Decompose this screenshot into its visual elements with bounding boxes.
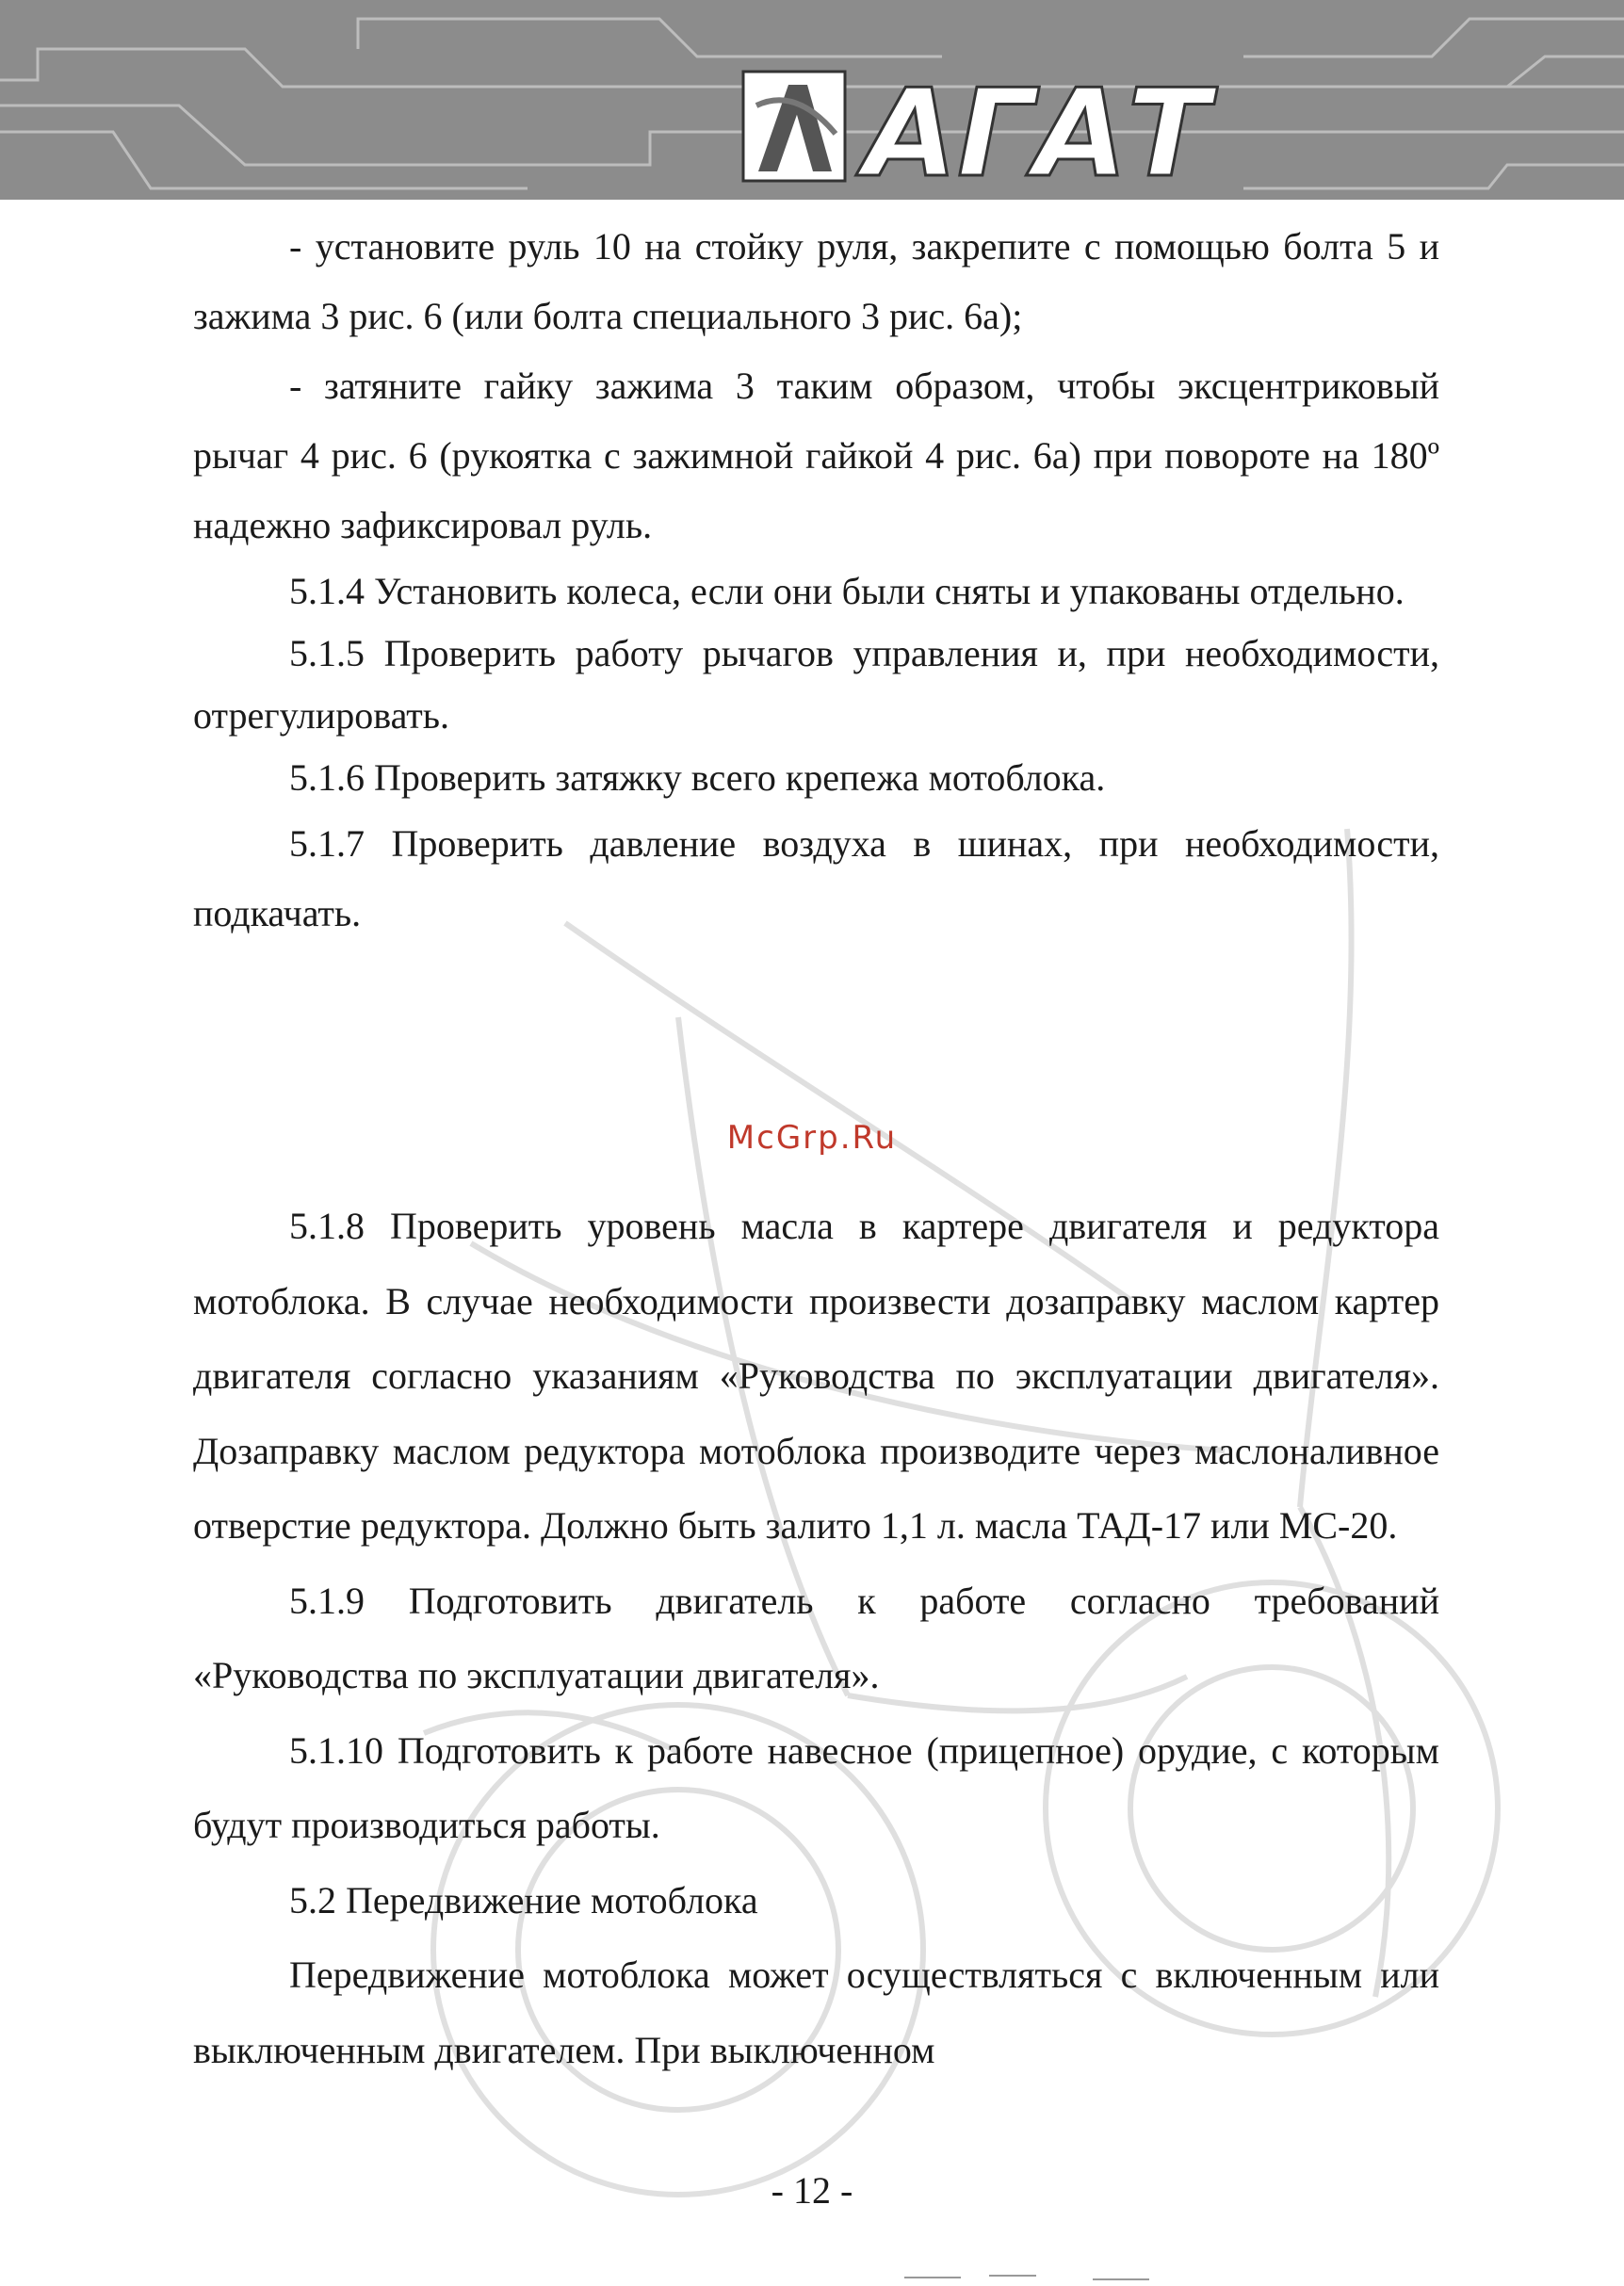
brand-name: АГАТ — [864, 64, 1210, 204]
paragraph-5-1-7: 5.1.7 Проверить давление воздуха в шинах, при необходимости, подкачать. — [193, 822, 1439, 934]
page-number: - 12 - — [771, 2169, 853, 2212]
paragraph-5-1-4: 5.1.4 Установить колеса, если они были сняты и упакованы отдельно. — [289, 570, 1405, 612]
document-body-bottom — [193, 1189, 1439, 2087]
footer-scan-artifact — [904, 2268, 1149, 2286]
paragraph-5-1-5: 5.1.5 Проверить работу рычагов управления и, при необходимости, отрегулировать. — [193, 632, 1439, 737]
document-body-top — [193, 212, 1439, 948]
section-heading-5-2: 5.2 Передвижение мотоблока — [289, 1878, 758, 1921]
paragraph-5-1-6: 5.1.6 Проверить затяжку всего крепежа мотоблока. — [289, 756, 1106, 799]
paragraph-clamp-nut: - затяните гайку зажима 3 таким образом, чтобы эксцентриковый рычаг 4 рис. 6 (рукоятка с зажимной гайкой 4 рис. 6а) при повороте на 180º надежно зафиксировал руль. — [193, 365, 1439, 546]
paragraph-5-1-10: 5.1.10 Подготовить к работе навесное (прицепное) орудие, с которым будут производиться работы. — [193, 1728, 1439, 1846]
agat-logo — [739, 64, 1210, 204]
paragraph-5-1-9: 5.1.9 Подготовить двигатель к работе согласно требований «Руководства по эксплуатации двигателя». — [193, 1579, 1439, 1696]
paragraph-5-1-8: 5.1.8 Проверить уровень масла в картере двигателя и редуктора мотоблока. В случае необходимости произвести дозаправку маслом картер двигателя согласно указаниям «Руководства по эксплуатации двигателя». Дозаправку маслом редуктора мотоблока производите через маслоналивное отверстие редуктора. Должно быть залито 1,1 л. масла ТАД-17 или МС-20. — [193, 1205, 1439, 1547]
paragraph-steering-install: - установите руль 10 на стойку руля, закрепите с помощью болта 5 и зажима 3 рис. 6 (или болта специального 3 рис. 6а); — [193, 225, 1439, 337]
page-header — [0, 0, 1624, 204]
paragraph-movement: Передвижение мотоблока может осуществляться с включенным или выключенным двигателем. При выключенном — [193, 1954, 1439, 2071]
site-watermark-text: McGrp.Ru — [726, 1119, 898, 1157]
